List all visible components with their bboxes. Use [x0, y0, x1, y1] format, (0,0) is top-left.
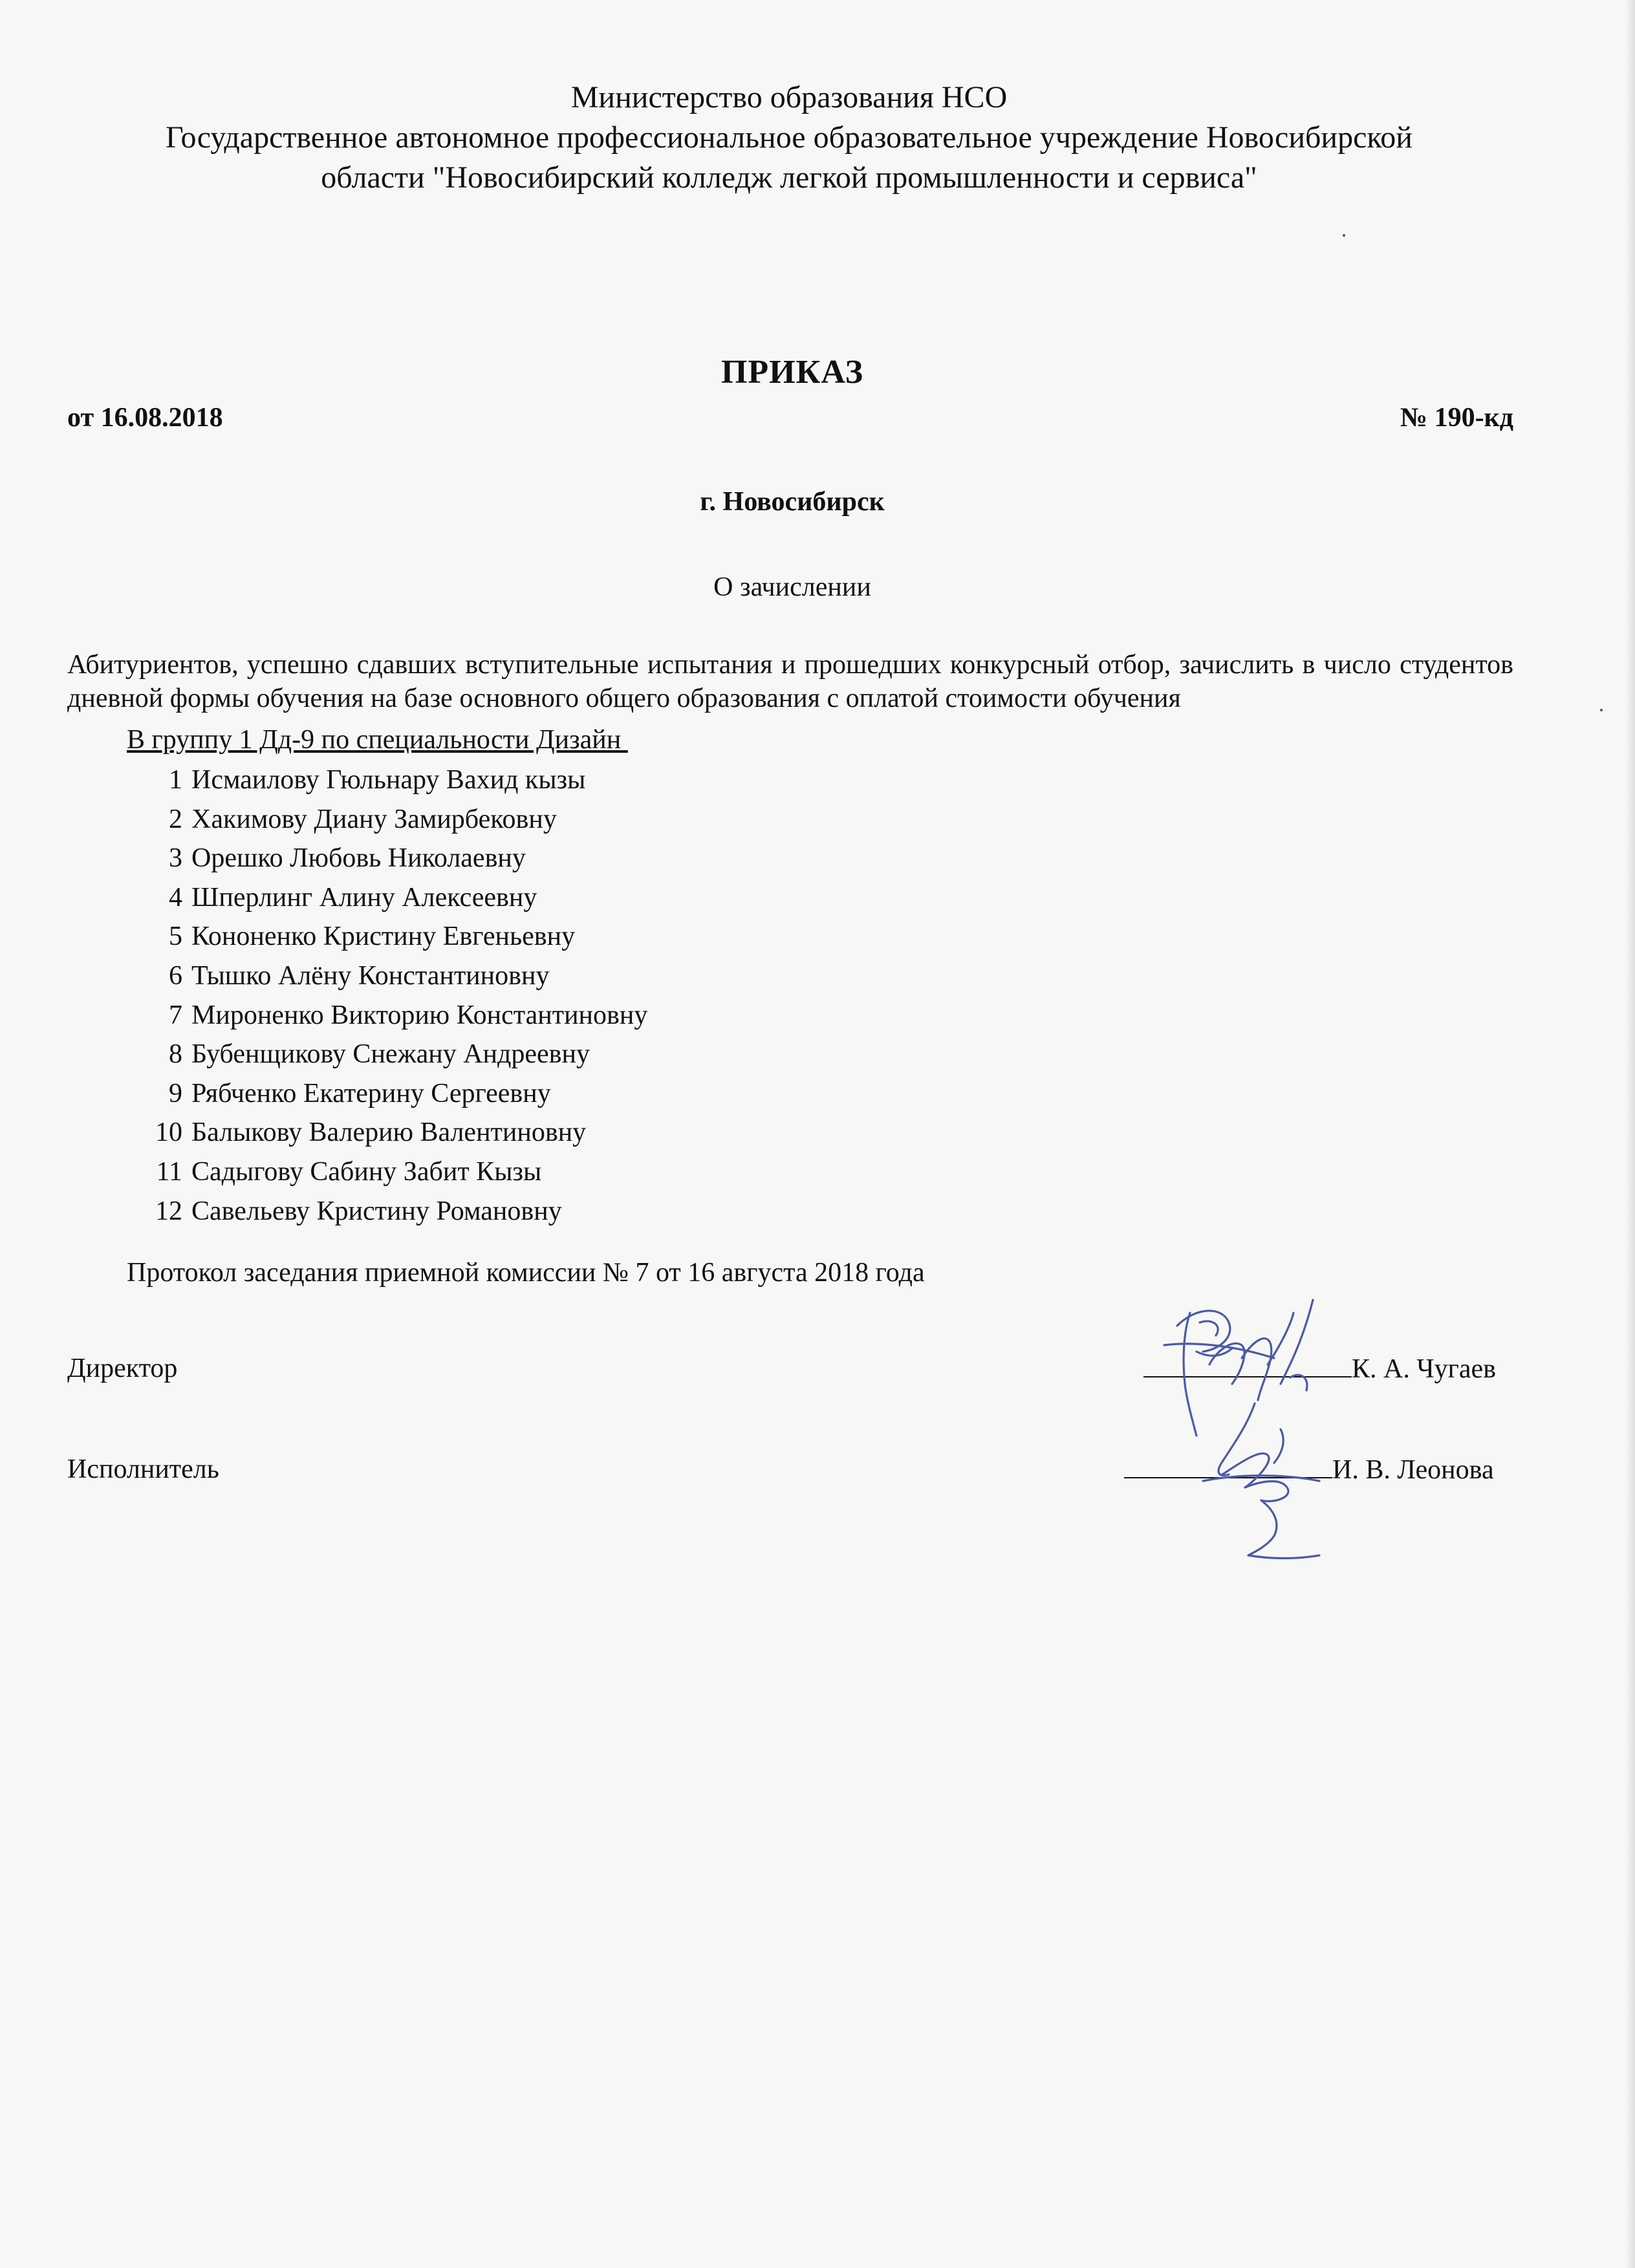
student-list-item	[127, 1113, 647, 1152]
student-number: 11	[156, 1156, 182, 1187]
document-title: ПРИКАЗ	[720, 354, 864, 391]
student-number: 6	[169, 960, 182, 991]
student-name: Орешко Любовь Николаевну	[191, 843, 526, 874]
student-name: Тышко Алёну Константиновну	[191, 960, 550, 991]
executor-signature-line	[1124, 1454, 1494, 1485]
institution-header	[65, 78, 1513, 198]
student-name: Савельеву Кристину Романовну	[191, 1196, 562, 1226]
order-date: от 16.08.2018	[67, 403, 223, 433]
student-name: Бубенщикову Снежану Андреевну	[191, 1039, 590, 1070]
student-number: 7	[169, 1000, 182, 1030]
student-list-item	[127, 1074, 647, 1114]
scan-speck	[1343, 234, 1345, 237]
student-list-item	[127, 800, 647, 839]
student-number: 5	[169, 922, 182, 952]
student-number: 12	[155, 1196, 182, 1226]
student-name: Шперлинг Алину Алексеевну	[191, 882, 537, 913]
student-number: 1	[169, 765, 182, 795]
signature-underline	[1124, 1454, 1332, 1478]
student-list-item	[127, 1192, 647, 1231]
director-name: К. А. Чугаев	[1352, 1354, 1496, 1384]
student-name: Кононенко Кристину Евгеньевну	[191, 922, 576, 952]
institution-name-line2: области "Новосибирский колледж легкой промышленности и сервиса"	[321, 160, 1257, 195]
protocol-reference: Протокол заседания приемной комиссии № 7 от 16 августа 2018 года	[127, 1258, 925, 1288]
student-name: Рябченко Екатерину Сергеевну	[191, 1078, 551, 1108]
student-list-item	[127, 761, 647, 800]
student-name: Мироненко Викторию Константиновну	[191, 1000, 648, 1030]
student-name: Балыкову Валерию Валентиновну	[191, 1118, 587, 1148]
scan-speck	[1600, 709, 1603, 711]
student-number: 2	[169, 804, 182, 834]
student-list	[127, 761, 647, 1231]
executor-name: И. В. Леонова	[1332, 1455, 1494, 1485]
student-number: 8	[169, 1039, 182, 1070]
order-body-text: Абитуриентов, успешно сдавших вступительные испытания и прошедших конкурсный отбор, зачислить в число студентов дневной формы обучения на базе основного общего образования с оплатой стоимости обучения	[67, 650, 1513, 713]
student-list-item	[127, 996, 647, 1035]
student-number: 4	[169, 882, 182, 913]
student-number: 3	[169, 843, 182, 874]
student-list-item	[127, 878, 647, 918]
student-name: Хакимову Диану Замирбековну	[191, 804, 557, 834]
director-label: Директор	[67, 1354, 178, 1383]
student-list-item	[127, 917, 647, 956]
student-list-item	[127, 1035, 647, 1074]
order-number: № 190-кд	[1400, 403, 1513, 433]
institution-name-line1: Государственное автономное профессиональное образовательное учреждение Новосибирской	[166, 120, 1413, 155]
student-number: 9	[169, 1078, 182, 1108]
student-name: Садыгову Сабину Забит Кызы	[191, 1156, 542, 1187]
city: г. Новосибирск	[700, 487, 885, 517]
group-heading: В группу 1 Дд-9 по специальности Дизайн	[127, 725, 628, 755]
ministry-name: Министерство образования НСО	[570, 80, 1008, 114]
executor-label: Исполнитель	[67, 1454, 219, 1484]
student-list-item	[127, 1152, 647, 1192]
scan-edge-shadow	[1626, 0, 1635, 2268]
student-name: Исмаилову Гюльнару Вахид кызы	[191, 765, 586, 795]
student-list-item	[127, 956, 647, 996]
student-number: 10	[155, 1118, 182, 1148]
signature-underline	[1143, 1353, 1352, 1377]
order-details	[67, 402, 1513, 433]
director-signature-line	[1143, 1353, 1496, 1385]
student-list-item	[127, 839, 647, 878]
order-subject: О зачислении	[713, 572, 871, 602]
